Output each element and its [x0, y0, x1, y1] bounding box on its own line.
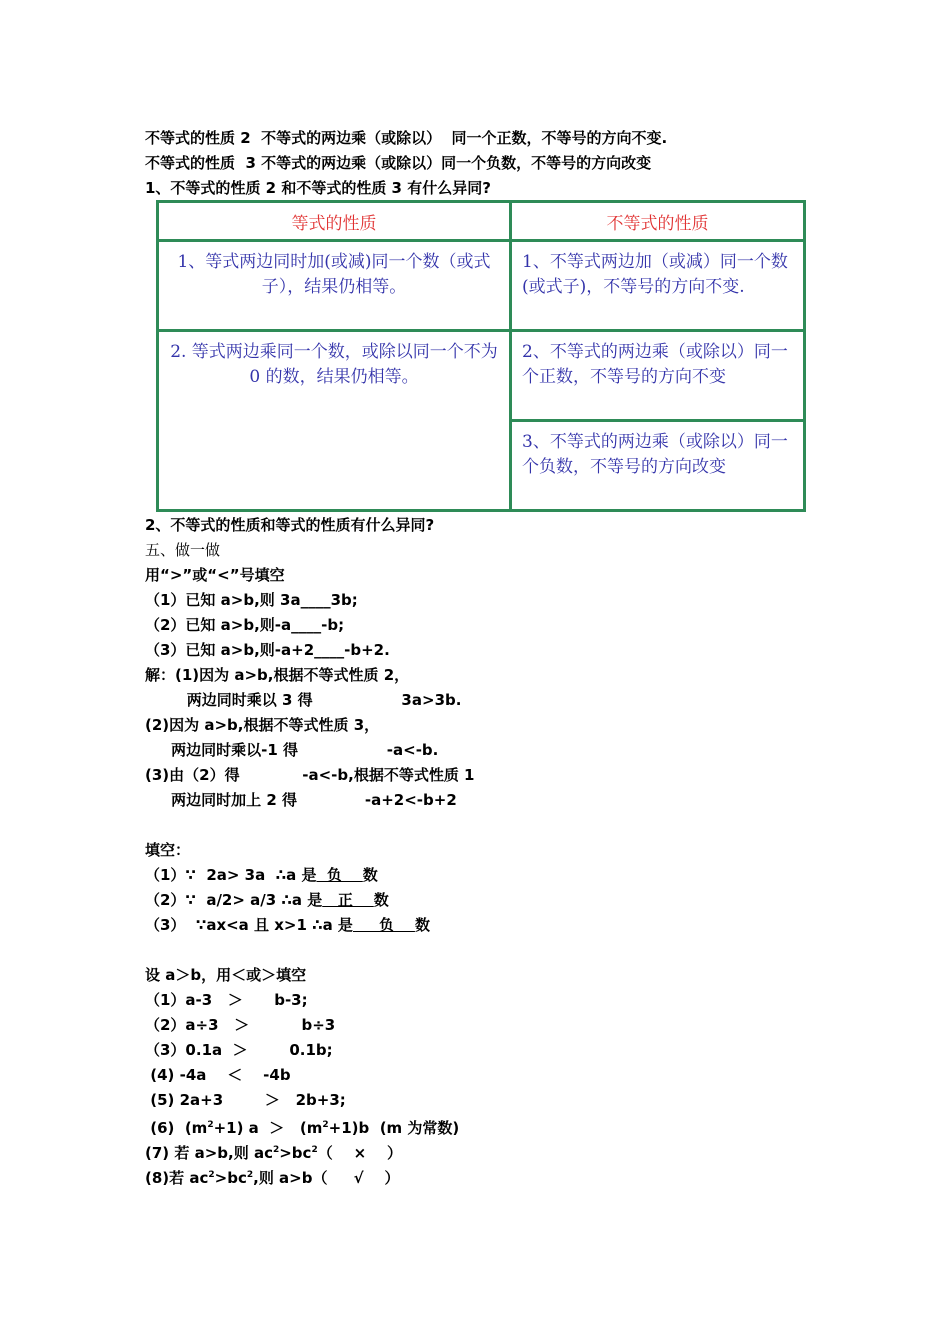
question-1: 1、不等式的性质 2 和不等式的性质 3 有什么异同?	[145, 179, 491, 197]
set-item: (4) -4a ＜ -4b	[145, 1066, 291, 1084]
set-item: （2）a÷3 ＞ b÷3	[145, 1016, 336, 1034]
section-heading: 五、做一做	[145, 541, 221, 559]
solution-line: 两边同时加上 2 得 -a+2<-b+2	[145, 791, 457, 809]
solution-line: (2)因为 a>b,根据不等式性质 3，	[145, 716, 380, 734]
exercise-1: （1）已知 a>b,则 3a____3b;	[145, 591, 358, 609]
comparison-table	[156, 200, 806, 512]
answer-blank: 正	[322, 891, 374, 909]
solution-line: (3)由（2）得 -a<-b,根据不等式性质 1	[145, 766, 475, 784]
solution-line: 两边同时乘以-1 得 -a<-b.	[145, 741, 439, 759]
inequality-property-2: 2、不等式的两边乘（或除以）同一个正数，不等号的方向不变	[511, 331, 805, 421]
property2-text: 不等式的性质 2 不等式的两边乘（或除以） 同一个正数，不等号的方向不变.	[145, 129, 668, 147]
answer-blank: 负	[352, 916, 415, 934]
set-item: （1）a-3 ＞ b-3;	[145, 991, 308, 1009]
inequality-property-3: 3、不等式的两边乘（或除以）同一个负数，不等号的方向改变	[511, 421, 805, 511]
exercise-3: （3）已知 a>b,则-a+2____-b+2.	[145, 641, 390, 659]
set-item-7: (7) 若 a>b,则 $ac^2>bc^2$（ × ）	[145, 1144, 403, 1162]
equality-property-1: 1、等式两边同时加(或减)同一个数（或式子），结果仍相等。	[158, 241, 511, 331]
question-2: 2、不等式的性质和等式的性质有什么异同?	[145, 516, 435, 534]
inequality-property-1: 1、不等式两边加（或减）同一个数(或式子)，不等号的方向不变.	[511, 241, 805, 331]
property3-text: 不等式的性质 3 不等式的两边乘（或除以）同一个负数，不等号的方向改变	[145, 154, 652, 172]
header-inequality: 不等式的性质	[511, 202, 805, 241]
exercise-2: （2）已知 a>b,则-a____-b;	[145, 616, 345, 634]
fill-item-3: （3） ∵ax<a 且 x>1 ∴a 是 负 数	[145, 916, 430, 934]
set-item: (5) 2a+3 ＞ 2b+3;	[145, 1091, 346, 1109]
set-item: （3）0.1a ＞ 0.1b;	[145, 1041, 333, 1059]
set-item-6: (6) $(m^2+1) a > (m^2+1)b$ (m 为常数)	[145, 1119, 460, 1137]
fill-item-1: （1）∵ 2a> 3a ∴a 是 负 数	[145, 866, 378, 884]
fill-instruction: 用“>”或“<”号填空	[145, 566, 285, 584]
solution-line: 两边同时乘以 3 得 3a>3b.	[145, 691, 462, 709]
set-item-8: (8)若 $ac^2>bc^2$,则 a>b（ √ ）	[145, 1169, 400, 1187]
set-title: 设 a＞b，用＜或＞填空	[145, 966, 307, 984]
answer-blank: 负	[316, 866, 363, 884]
header-equality: 等式的性质	[158, 202, 511, 241]
fill-title: 填空：	[145, 841, 191, 859]
solution-line: 解：(1)因为 a>b,根据不等式性质 2，	[145, 666, 410, 684]
equality-property-2: 2. 等式两边乘同一个数，或除以同一个不为 0 的数，结果仍相等。	[158, 331, 511, 511]
fill-item-2: （2）∵ a/2> a/3 ∴a 是 正 数	[145, 891, 389, 909]
